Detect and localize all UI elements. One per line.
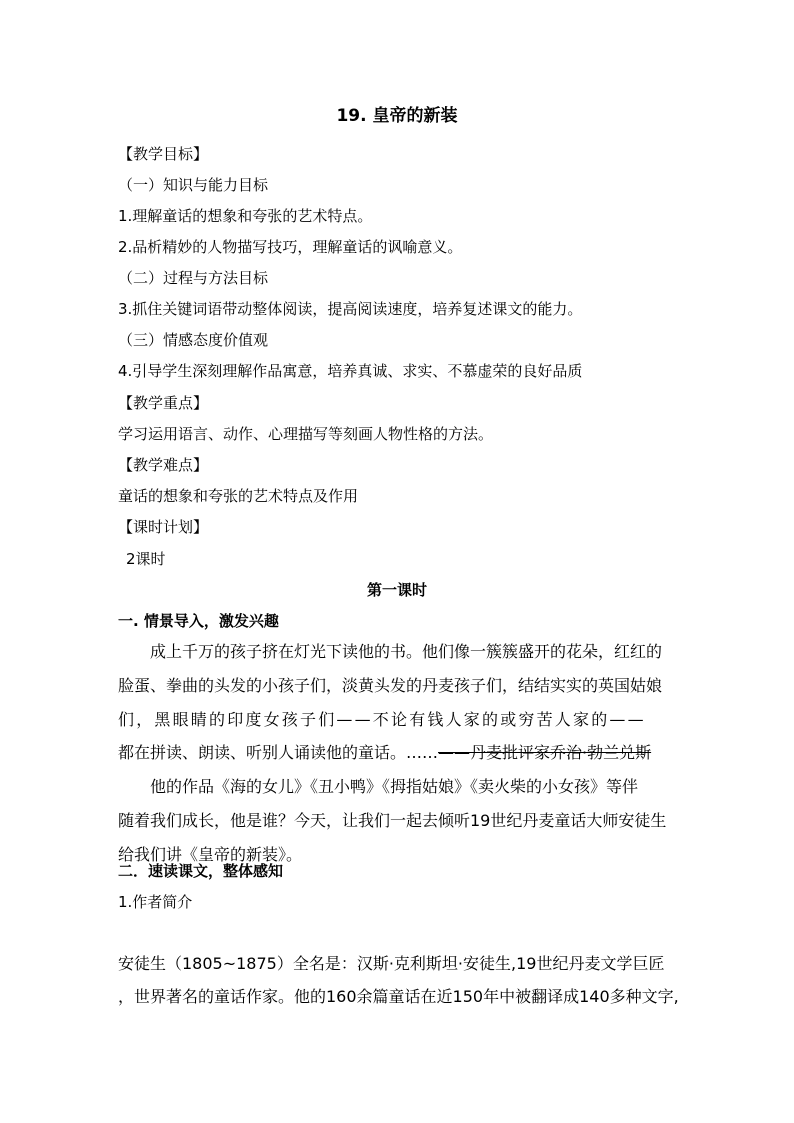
- section-2-item-1: 1.作者简介: [118, 893, 193, 911]
- objective-1-heading: （一）知识与能力目标: [118, 176, 269, 194]
- para-2-line-1: 他的作品《海的女儿》《丑小鸭》《拇指姑娘》《卖火柴的小女孩》等伴: [150, 777, 639, 796]
- key-points-heading: 【教学重点】: [118, 394, 209, 412]
- objective-2-item-1: 3.抓住关键词语带动整体阅读，提高阅读速度，培养复述课文的能力。: [118, 300, 583, 318]
- objective-3-item-1: 4.引导学生深刻理解作品寓意，培养真诚、求实、不慕虚荣的良好品质: [118, 362, 583, 380]
- author-line-1: 安徒生（1805~1875）全名是：汉斯·克利斯坦·安徒生,19世纪丹麦文学巨匠: [118, 954, 665, 973]
- objective-2-heading: （二）过程与方法目标: [118, 269, 269, 287]
- schedule-heading: 【课时计划】: [118, 518, 209, 536]
- lesson-heading: 第一课时: [366, 581, 427, 599]
- objectives-heading: 【教学目标】: [118, 145, 209, 163]
- section-2-heading: 二．速读课文，整体感知: [118, 862, 284, 880]
- schedule-text: 2课时: [126, 550, 166, 568]
- para-2-line-2: 随着我们成长，他是谁？今天，让我们一起去倾听19世纪丹麦童话大师安徒生: [118, 811, 667, 830]
- objective-1-item-2: 2.品析精妙的人物描写技巧，理解童话的讽喻意义。: [118, 238, 463, 256]
- difficulties-text: 童话的想象和夸张的艺术特点及作用: [118, 487, 359, 505]
- document-title: 19. 皇帝的新装: [336, 106, 458, 126]
- key-points-text: 学习运用语言、动作、心理描写等刻画人物性格的方法。: [118, 425, 494, 443]
- section-1-heading: 一. 情景导入，激发兴趣: [118, 612, 279, 630]
- objective-1-item-1: 1.理解童话的想象和夸张的艺术特点。: [118, 207, 373, 225]
- para-1-line-4: [118, 742, 651, 764]
- author-line-2: ，世界著名的童话作家。他的160余篇童话在近150年中被翻译成140多种文字,: [118, 987, 679, 1006]
- para-1-line-2: 脸蛋、拳曲的头发的小孩子们，淡黄头发的丹麦孩子们，结结实实的英国姑娘: [118, 676, 663, 695]
- para-1-line-4-attribution: ——丹麦批评家乔治·勃兰兑斯: [438, 743, 652, 762]
- para-2-line-3: 给我们讲《皇帝的新装》。: [118, 845, 303, 864]
- objective-3-heading: （三）情感态度价值观: [118, 331, 269, 349]
- para-1-line-1: 成上千万的孩子挤在灯光下读他的书。他们像一簇簇盛开的花朵，红红的: [150, 642, 663, 661]
- para-1-line-4-text: 都在拼读、朗读、听别人诵读他的童话。……: [118, 743, 439, 762]
- para-1-line-3: 们，黑眼睛的印度女孩子们——不论有钱人家的或穷苦人家的——: [118, 710, 646, 729]
- difficulties-heading: 【教学难点】: [118, 456, 209, 474]
